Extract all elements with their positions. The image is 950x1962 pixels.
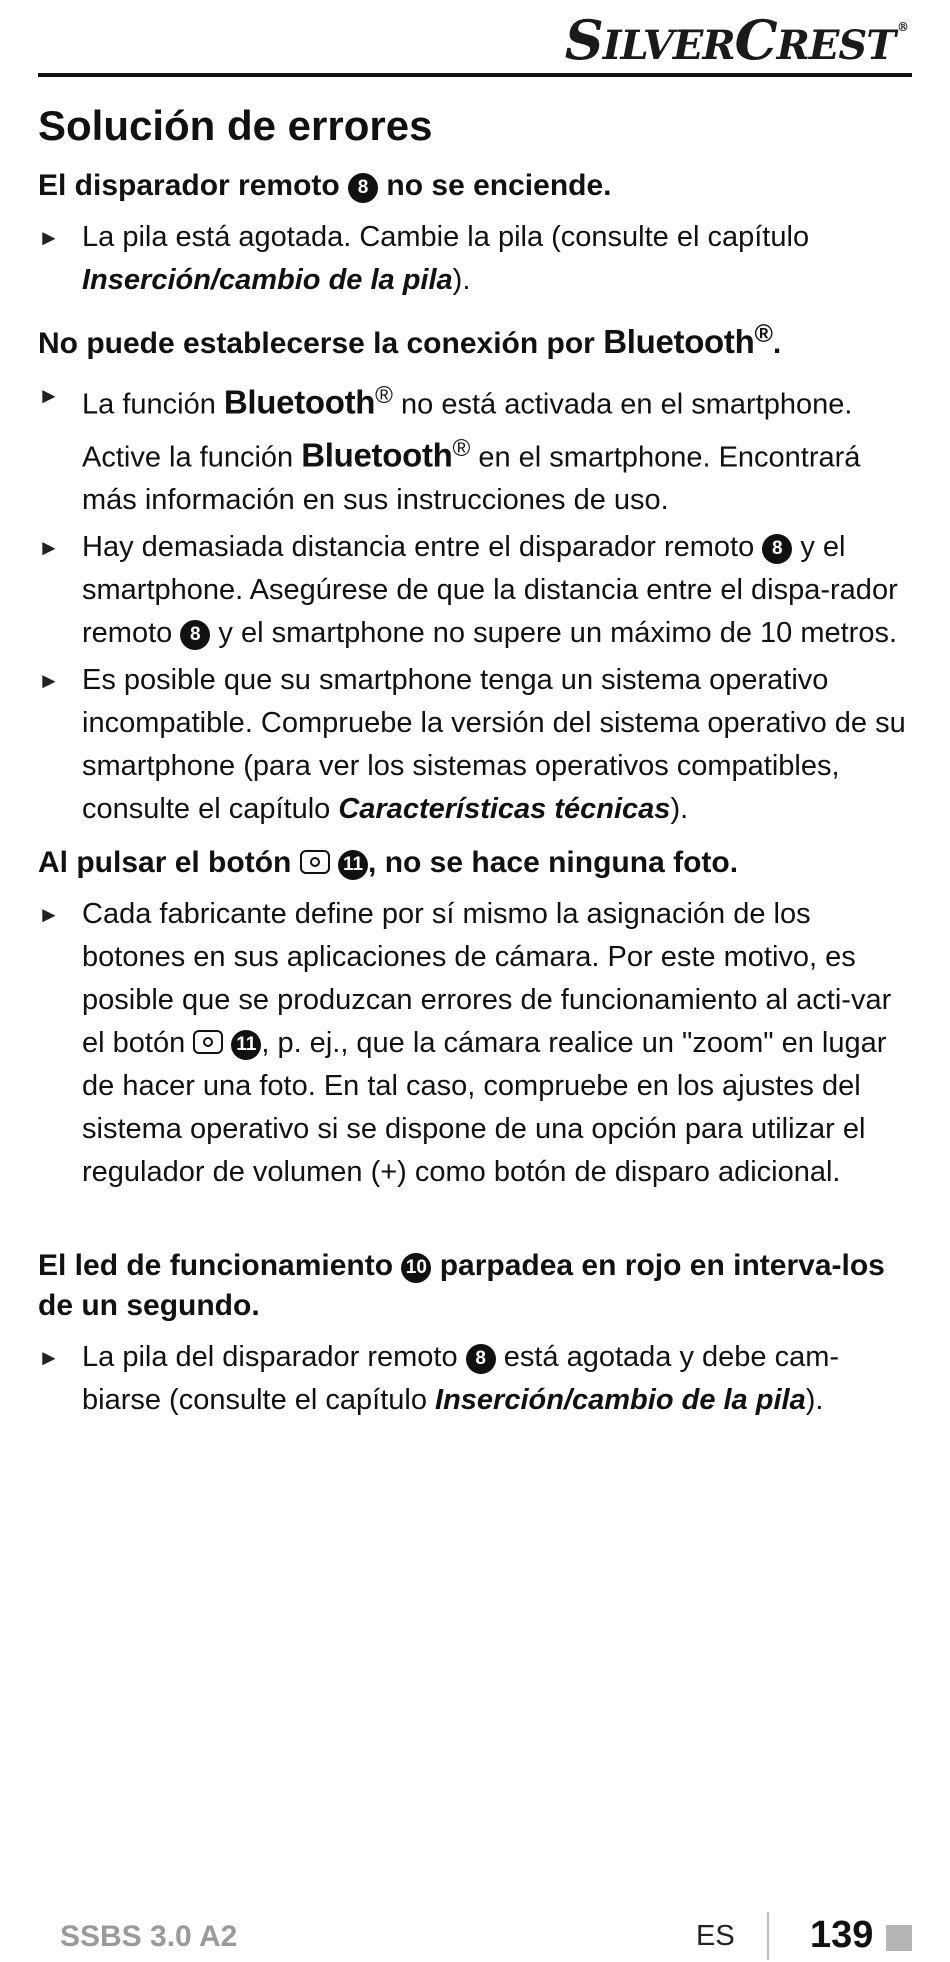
page-content xyxy=(38,98,918,1426)
footer-divider xyxy=(767,1912,769,1960)
number-11-badge: 11 xyxy=(231,1030,261,1060)
camera-icon xyxy=(300,850,330,874)
brand-logo: SILVERCREST ® xyxy=(564,8,908,72)
number-11-badge: 11 xyxy=(338,850,368,880)
number-8-badge: 8 xyxy=(466,1344,496,1374)
page-title: Solución de errores xyxy=(38,102,433,149)
list-item: ► Cada fabricante define por sí mismo la asignación de los botones en sus aplicaciones de cámara. Por este motivo, es posible que se produzcan errores de funcionamiento al acti-var el botón 11 , p. ej., que la cámara realice un "zoom" en lugar de hacer una foto. En tal caso, compruebe en los ajustes del sistema operativo si se dispone de una opción para utilizar el regulador de volumen (+) como botón de disparo adicional. xyxy=(38,893,918,1194)
section-heading: El disparador remoto 8 no se enciende. xyxy=(38,169,612,202)
section-heading: El led de funcionamiento 10 parpadea en rojo en interva-los de un segundo. xyxy=(38,1249,885,1323)
bullet-arrow-icon: ► xyxy=(38,225,60,250)
list-item: ► Hay demasiada distancia entre el disparador remoto 8 y el smartphone. Asegúrese de que la distancia entre el dispa-rador remoto 8 y el smartphone no supere un máximo de 10 metros. xyxy=(38,526,918,655)
bullet-arrow-icon: ► xyxy=(38,668,60,694)
section-heading: Al pulsar el botón 11 , no se hace ninguna foto. xyxy=(38,846,739,880)
number-10-badge: 10 xyxy=(401,1253,431,1283)
page-number: 139 xyxy=(810,1914,874,1956)
bullet-arrow-icon: ► xyxy=(38,1345,60,1371)
number-8-badge: 8 xyxy=(762,534,792,564)
bullet-arrow-icon: ► xyxy=(38,902,60,928)
bullet-arrow-icon: ► xyxy=(38,535,60,561)
list-item: ► La función Bluetooth® no está activada en el smartphone. Active la función Bluetooth® en el smartphone. Encontrará más información en sus instrucciones de uso. xyxy=(38,374,918,522)
footer-square-mark xyxy=(886,1925,912,1951)
section-heading: No puede establecerse la conexión por Bluetooth®. xyxy=(38,320,782,360)
bullet-arrow-icon: ► xyxy=(38,383,60,408)
header-rule xyxy=(38,73,912,77)
list-item: ► La pila del disparador remoto 8 está agotada y debe cam-biarse (consulte el capítulo Inserción/cambio de la pila). xyxy=(38,1336,918,1422)
number-8-badge: 8 xyxy=(348,173,378,203)
list-item: ► Es posible que su smartphone tenga un sistema operativo incompatible. Compruebe la versión del sistema operativo de su smartphone (para ver los sistemas operativos compatibles, consulte el capítulo Características técnicas). xyxy=(38,659,918,831)
camera-icon xyxy=(193,1030,223,1054)
list-item: ► La pila está agotada. Cambie la pila (consulte el capítulo Inserción/cambio de la pila). xyxy=(38,216,918,302)
language-code: ES xyxy=(696,1920,735,1952)
number-8-badge: 8 xyxy=(180,620,210,650)
model-number: SSBS 3.0 A2 xyxy=(60,1920,238,1953)
